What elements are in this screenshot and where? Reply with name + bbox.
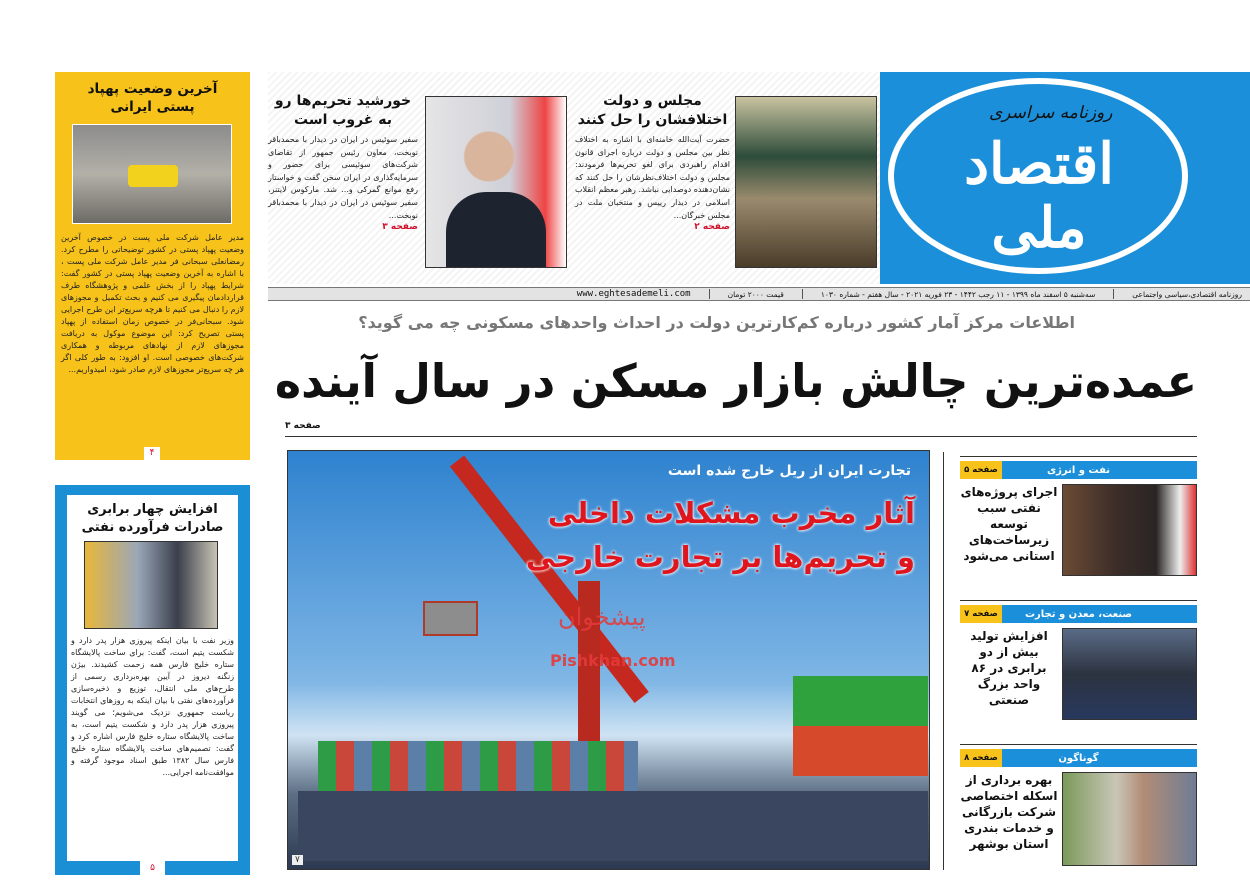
story-headline[interactable]: مجلس و دولت اختلافشان را حل کنند <box>577 93 728 128</box>
containers-on-ship <box>318 741 638 796</box>
side-item-misc[interactable] <box>960 744 1197 870</box>
section-bar <box>960 461 1197 479</box>
feature-headline[interactable] <box>526 491 915 579</box>
box-page-ref[interactable]: ۴ <box>144 447 160 460</box>
divider <box>709 289 710 299</box>
side-headline[interactable]: افزایش تولید بیش از دو برابری در ۸۶ واحد بزرگ صنعتی <box>970 629 1048 707</box>
left-box-oil-exports[interactable] <box>55 485 250 875</box>
section-title: صنعت، معدن و تجارت <box>1024 608 1133 620</box>
watermark-fa: پیشخوان <box>558 603 646 631</box>
container <box>423 601 478 636</box>
side-headline[interactable]: اجرای پروژه‌های نفتی سبب توسعه زیرساخت‌های استانی می‌شود <box>960 485 1058 563</box>
page-ref[interactable]: صفحه ۲ <box>694 222 730 233</box>
masthead-logo-block <box>880 72 1250 284</box>
feature-kicker: تجارت ایران از ریل خارج شده است <box>667 463 911 479</box>
newspaper-logo[interactable] <box>888 78 1188 274</box>
section-title: نفت و انرژی <box>1046 464 1111 476</box>
side-item-oil-energy[interactable] <box>960 456 1197 584</box>
issue-info-bar <box>268 287 1250 301</box>
divider <box>285 436 1197 437</box>
story-body: حضرت آیت‌الله خامنه‌ای با اشاره به اختلاف نظر بین مجلس و دولت درباره اجرای قانون اقدام راهبردی برای لغو تحریم‌ها فرمودند: مجلس و دولت اختلاف‌نظرشان را حل کنند که نشان‌دهنده دوصدایی نباشد. رهبر معظم انقلاب اسلامی در دیدار رییس و منتخبان ملت در مجلس خبرگان... <box>575 135 730 220</box>
top-story-2[interactable] <box>268 92 418 232</box>
divider <box>1113 289 1114 299</box>
box-page-ref[interactable]: ۵ <box>140 861 165 875</box>
container-stack <box>793 676 928 726</box>
top-story-1[interactable] <box>575 92 730 232</box>
side-photo[interactable] <box>1062 628 1197 720</box>
lead-kicker: اطلاعات مرکز آمار کشور درباره کم‌کارترین دولت در احداث واحدهای مسکونی چه می گوید؟ <box>358 313 1075 332</box>
side-photo[interactable] <box>1062 772 1197 866</box>
price: قیمت ۲۰۰۰ تومان <box>727 289 784 299</box>
issue-date: سه‌شنبه ۵ اسفند ماه ۱۳۹۹ - ۱۱ رجب ۱۴۴۲ - ۲۳ فوریه ۲۰۲۱ - سال هفتم - شماره ۱۰۳۰ <box>820 289 1096 299</box>
side-headline[interactable]: بهره برداری از اسکله اختصاصی شرکت بازرگانی و خدمات بندری استان بوشهر <box>960 773 1058 851</box>
feature-headline-line-1: آثار مخرب مشکلات داخلی <box>547 496 915 530</box>
box-title[interactable]: افزایش چهار برابری صادرات فرآورده نفتی <box>81 502 224 535</box>
side-photo[interactable] <box>1062 484 1197 576</box>
page-ref[interactable]: صفحه ۳ <box>382 222 418 233</box>
story-headline[interactable]: خورشید تحریم‌ها رو به غروب است <box>274 93 412 128</box>
watermark-en: Pishkhan.com <box>550 651 676 670</box>
section-bar <box>960 749 1197 767</box>
logo-tagline: روزنامه سراسری <box>989 103 1113 123</box>
feature-headline-line-2: و تحریم‌ها بر تجارت خارجی <box>525 540 915 574</box>
story-body: سفیر سوئیس در ایران در دیدار با محمدباقر نوبخت، معاون رئیس جمهور از تقاضای شرکت‌های سوئیسی برای حضور و سرمایه‌گذاری در ایران سخن گفت و خواستار رفع موانع گمرکی و... شد. مارکوس لایتنر، سفیر سوئیس در ایران در دیدار با محمدباقر نوبخت... <box>268 135 418 220</box>
story-photo-nobakht[interactable] <box>425 96 567 268</box>
box-body: مدیر عامل شرکت ملی پست در خصوص آخرین وضعیت پهپاد پستی در کشور توضیحاتی را مطرح کرد. رمضانعلی سبحانی فر مدیر عامل شرکت ملی پست ، با اشاره به آخرین وضعیت پهپاد پستی در کشور گفت: شرایط پهپاد را از بخش علمی و پژوهشگاه طرف قراردادمان پیگیری می کنیم و بحث تکمیل و مجوزهای لازم را دنبال می کنیم تا هرچه سریع‌تر این طرح اجرایی شود. سبحانی‌فر در خصوص زمان استفاده از پهپاد پستی تصریح کرد: این موضوع موکول به دریافت مجوزهای لازم از نهادهای مربوطه و همکاری شرکت‌های خصوصی است. او افزود: به طور کلی اگر هر چه سریع‌تر مجوزهای لازم صادر شود، امیدواریم... <box>61 233 244 374</box>
minister-photo[interactable] <box>84 541 218 629</box>
feature-page-ref[interactable]: ۷ <box>292 855 303 865</box>
masthead-area <box>268 72 1250 284</box>
feature-photo-port-crane[interactable] <box>287 450 930 870</box>
lead-headline[interactable]: عمده‌ترین چالش بازار مسکن در سال آینده <box>274 354 1197 408</box>
logo-name: اقتصاد ملی <box>964 131 1114 261</box>
ship-hull <box>298 791 928 861</box>
drone-photo[interactable] <box>72 124 232 224</box>
lead-page-ref[interactable]: صفحه ۳ <box>285 421 321 431</box>
divider <box>802 289 803 299</box>
box-title[interactable]: آخرین وضعیت پهپاد پستی ایرانی <box>87 81 218 115</box>
divider <box>943 452 944 870</box>
side-item-industry[interactable] <box>960 600 1197 728</box>
left-box-drone[interactable] <box>55 72 250 460</box>
story-photo-leader-meeting[interactable] <box>735 96 877 268</box>
container-stack <box>793 726 928 776</box>
paper-type: روزنامه اقتصادی،سیاسی واجتماعی <box>1132 289 1242 299</box>
section-bar <box>960 605 1197 623</box>
page-ref[interactable]: صفحه ۵ <box>960 461 1002 479</box>
box-body: وزیر نفت با بیان اینکه پیروزی هزار پدر دارد و شکست یتیم است، گفت: برای ساخت پالایشگاه ستاره خلیج فارس همه زحمت کشیدند. بیژن زنگنه دیروز در آیین بهره‌برداری رسمی از طرح‌های ملی انتقال، توزیع و ذخیره‌سازی فرآورده‌های نفتی با بیان اینکه به روزهای انتخابات ریاست جمهوری نزدیک می‌شویم؛ می گویند پیروزی هزار پدر دارد و شکست یتیم است، به ساخت پالایشگاه ستاره خلیج فارس اشاره کرد و گفت: تصمیم‌های ساخت پالایشگاه ستاره خلیج فارس سال ۱۳۸۲ طبق اسناد موجود گرفته و موافقت‌نامه اجرایی... <box>71 636 234 777</box>
page-ref[interactable]: صفحه ۸ <box>960 749 1002 767</box>
website-link[interactable]: www.eghtesademeli.com <box>576 289 691 299</box>
page-ref[interactable]: صفحه ۷ <box>960 605 1002 623</box>
section-title: گوناگون <box>1058 752 1099 764</box>
